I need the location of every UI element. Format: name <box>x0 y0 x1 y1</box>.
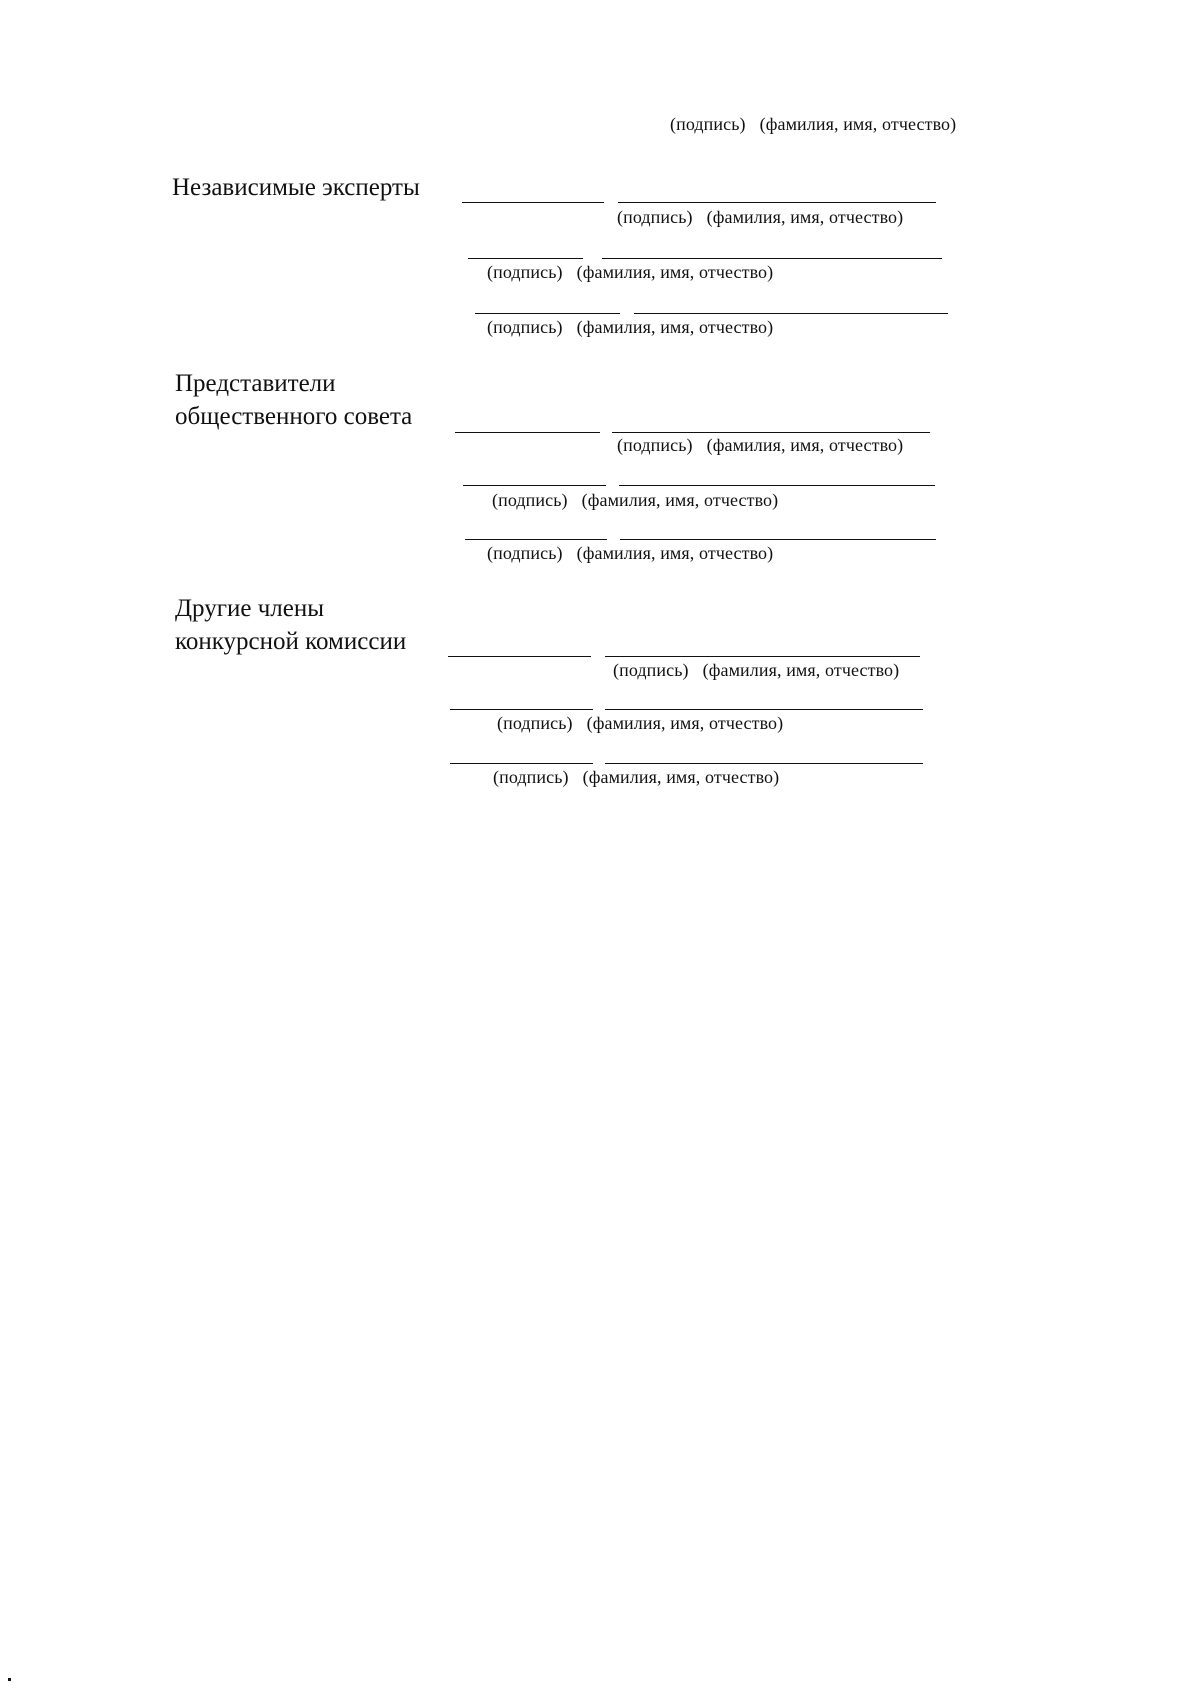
signature-caption: (подпись) <box>617 435 693 455</box>
full-name-caption: (фамилия, имя, отчество) <box>582 767 780 787</box>
name-line <box>634 313 948 314</box>
signature-caption: (подпись) <box>487 543 563 563</box>
name-line <box>618 202 936 203</box>
signature-caption: (подпись) <box>613 660 689 680</box>
row-caption <box>487 262 773 283</box>
signature-line <box>475 313 620 314</box>
name-line <box>605 656 920 657</box>
full-name-caption: (фамилия, имя, отчество) <box>702 660 900 680</box>
name-line <box>605 709 923 710</box>
row-caption <box>497 713 783 734</box>
row-caption <box>487 317 773 338</box>
row-caption <box>493 767 779 788</box>
signature-caption: (подпись) <box>492 490 568 510</box>
heading-line: Независимые эксперты <box>172 174 420 201</box>
row-caption <box>617 207 903 228</box>
signature-line <box>462 202 604 203</box>
signature-caption: (подпись) <box>617 207 693 227</box>
signature-caption: (подпись) <box>487 317 563 337</box>
signature-caption: (подпись) <box>497 713 573 733</box>
heading-line: Другие члены <box>175 595 325 622</box>
name-line <box>619 485 935 486</box>
name-line <box>605 763 923 764</box>
row-caption <box>613 660 899 681</box>
full-name-caption: (фамилия, имя, отчество) <box>576 317 774 337</box>
row-caption <box>492 490 778 511</box>
section-heading-public-council <box>175 367 412 433</box>
signature-line <box>448 656 591 657</box>
section-heading-other-members <box>175 592 406 658</box>
name-line <box>602 258 942 259</box>
full-name-caption: (фамилия, имя, отчество) <box>759 114 957 134</box>
name-line <box>612 432 930 433</box>
full-name-caption: (фамилия, имя, отчество) <box>581 490 779 510</box>
heading-line: общественного совета <box>175 403 413 430</box>
full-name-caption: (фамилия, имя, отчество) <box>576 543 774 563</box>
signature-line <box>450 709 593 710</box>
signature-line <box>468 258 583 259</box>
signature-line <box>450 763 593 764</box>
signature-line <box>455 432 600 433</box>
signature-line <box>465 539 607 540</box>
heading-line: Представители <box>175 370 336 397</box>
full-name-caption: (фамилия, имя, отчество) <box>586 713 784 733</box>
signature-line <box>463 485 606 486</box>
full-name-caption: (фамилия, имя, отчество) <box>706 207 904 227</box>
row-caption <box>487 543 773 564</box>
name-line <box>620 539 936 540</box>
full-name-caption: (фамилия, имя, отчество) <box>706 435 904 455</box>
row-caption <box>617 435 903 456</box>
heading-line: конкурсной комиссии <box>175 628 407 655</box>
signature-caption: (подпись) <box>493 767 569 787</box>
signature-caption: (подпись) <box>670 114 746 134</box>
signature-caption: (подпись) <box>487 262 563 282</box>
full-name-caption: (фамилия, имя, отчество) <box>576 262 774 282</box>
scan-speck <box>8 1678 11 1681</box>
top-signature-caption <box>670 114 956 135</box>
section-heading-independent-experts <box>172 171 420 204</box>
